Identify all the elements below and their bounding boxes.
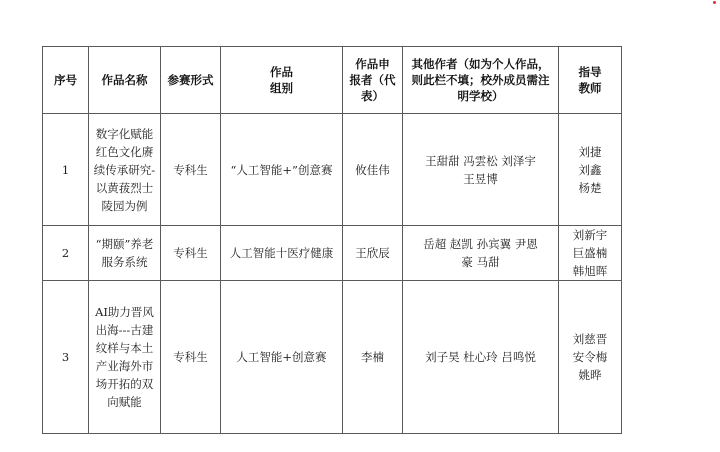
advisor-name: 韩旭晖 [572, 264, 608, 278]
row-group: “人工智能+”创意赛 [221, 114, 343, 226]
row-no: 3 [43, 281, 89, 434]
header-others-line: 其他作者（如为个人作品， [411, 57, 550, 71]
row-title: 数字化赋能红色文化赓续传承研究-以黄菝烈士陵园为例 [89, 114, 161, 226]
table-row [43, 226, 622, 281]
header-applicant [343, 47, 403, 114]
award-table [42, 46, 622, 434]
header-group-line: 作品 [270, 65, 293, 79]
advisor-name: 刘慈晋 [572, 332, 608, 346]
row-applicant: 攸佳伟 [343, 114, 403, 226]
advisor-name: 刘新宇 [572, 228, 608, 242]
header-group-line: 组别 [270, 81, 293, 95]
row-form: 专科生 [161, 226, 221, 281]
header-group [221, 47, 343, 114]
table-row [43, 281, 622, 434]
row-form: 专科生 [161, 114, 221, 226]
others-line: 王昱博 [463, 171, 498, 186]
table-row [43, 114, 622, 226]
others-line: 刘子昊 杜心玲 吕鸣悦 [425, 350, 536, 364]
advisor-name: 刘捷 [578, 144, 602, 159]
advisor-name: 姚晔 [578, 368, 602, 382]
advisor-name: 杨楚 [578, 180, 602, 195]
others-line: 王甜甜 冯雲松 刘泽宇 [425, 153, 536, 168]
others-line: 豪 马甜 [461, 255, 500, 269]
row-title: “期颐”养老服务系统 [89, 226, 161, 281]
row-group: 人工智能+创意赛 [221, 281, 343, 434]
header-applicant-line: 作品申 [355, 57, 390, 71]
others-line: 岳超 赵凯 孙宾翼 尹恩 [423, 237, 538, 251]
header-others-line: 则此栏不填；校外成员需注 [411, 73, 550, 87]
row-applicant: 李楠 [343, 281, 403, 434]
header-form: 参赛形式 [161, 47, 221, 114]
row-others [403, 281, 559, 434]
row-form: 专科生 [161, 281, 221, 434]
advisor-name: 刘鑫 [578, 162, 602, 177]
header-title: 作品名称 [89, 47, 161, 114]
header-others-line: 明学校） [457, 89, 504, 103]
row-no: 2 [43, 226, 89, 281]
row-title: AI助力晋风出海---古建纹样与本土产业海外市场开拓的双向赋能 [89, 281, 161, 434]
header-row [43, 47, 622, 114]
corner-red-dot [713, 1, 716, 4]
header-applicant-line: 报者（代 [349, 73, 396, 87]
row-advisors [559, 281, 622, 434]
advisor-name: 安令梅 [572, 350, 608, 364]
row-group: 人工智能十医疗健康 [221, 226, 343, 281]
header-advisor-line: 指导 [578, 65, 602, 79]
row-others [403, 226, 559, 281]
header-applicant-line: 表） [361, 89, 384, 103]
row-others [403, 114, 559, 226]
header-no: 序号 [43, 47, 89, 114]
row-advisors [559, 114, 622, 226]
row-no: 1 [43, 114, 89, 226]
row-advisors [559, 226, 622, 281]
header-advisor-line: 教师 [578, 81, 602, 95]
header-others [403, 47, 559, 114]
advisor-name: 巨盛楠 [572, 246, 608, 260]
row-applicant: 王欣辰 [343, 226, 403, 281]
header-advisor [559, 47, 622, 114]
